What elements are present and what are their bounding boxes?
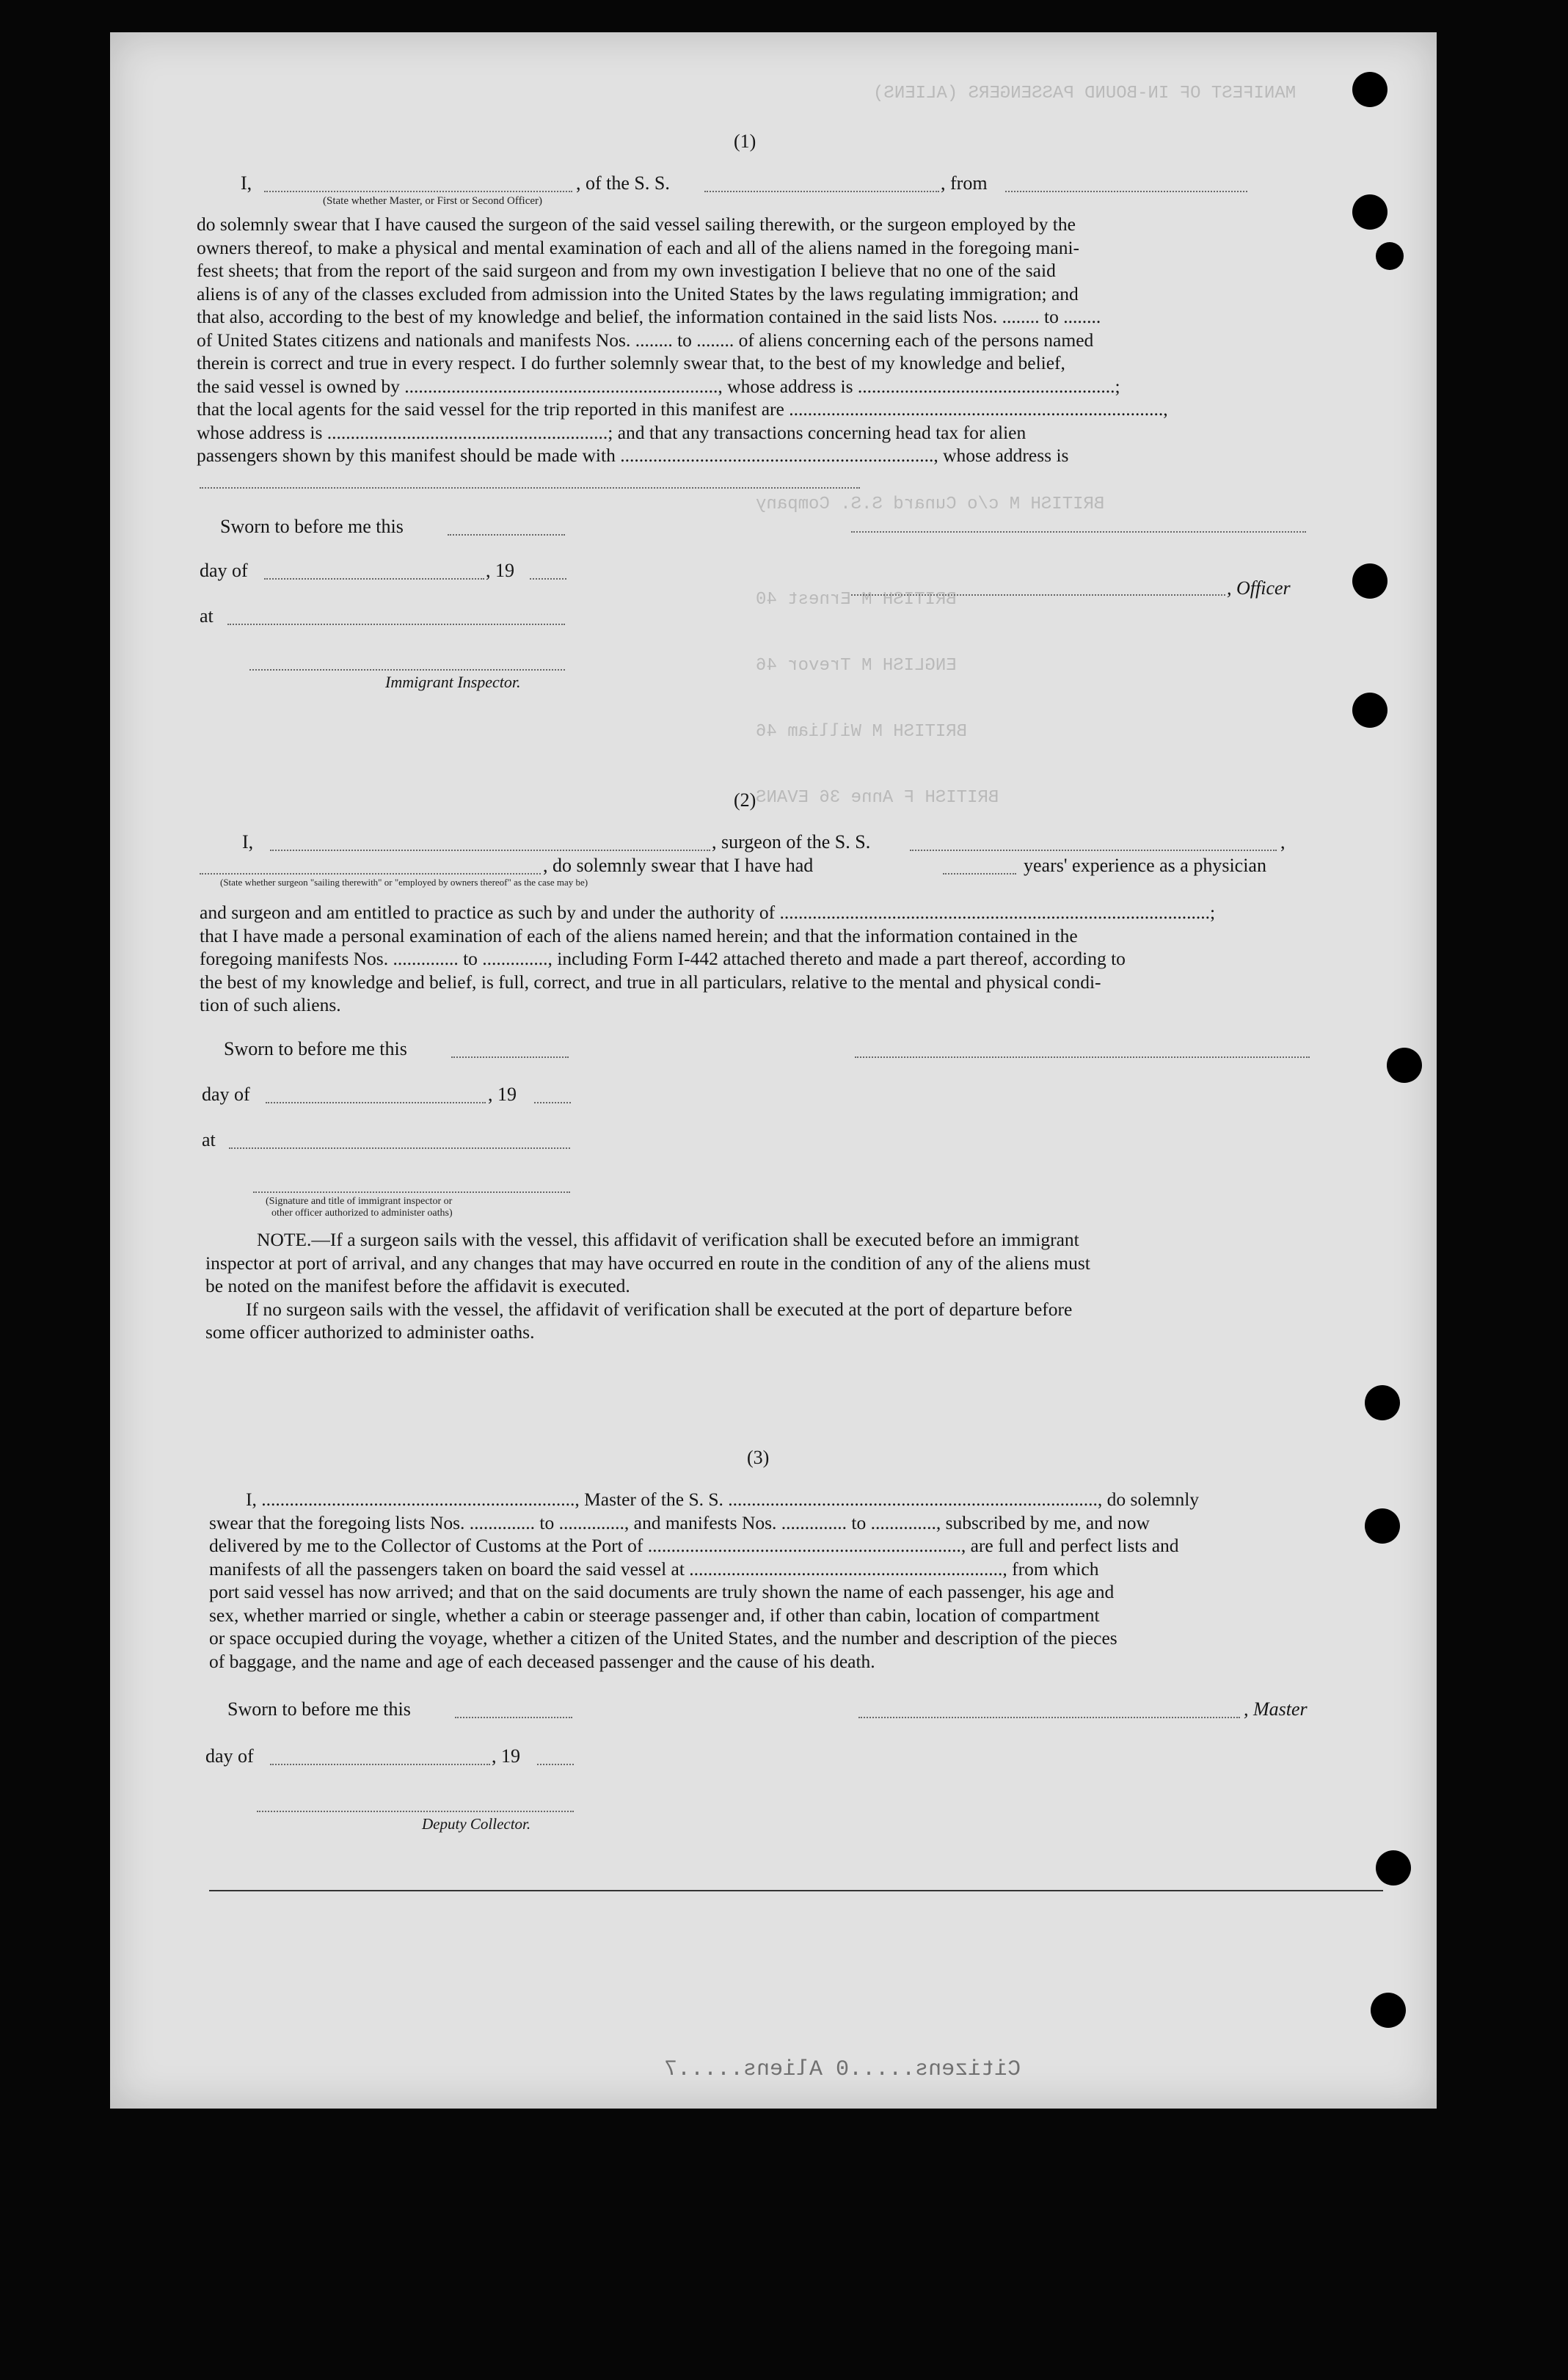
officer-name-blank	[264, 191, 572, 192]
surgeon-signature-blank	[855, 1056, 1310, 1058]
day-blank	[266, 1102, 486, 1103]
paragraph-line: manifests of all the passengers taken on board the said vessel at ..................................................................., from which	[209, 1558, 1099, 1580]
paragraph-line: or space occupied during the voyage, whether a citizen of the United States, and the number and description of the pieces	[209, 1627, 1117, 1649]
years-physician: years' experience as a physician	[1024, 855, 1266, 876]
section-2-i: I,	[242, 831, 254, 853]
day-blank	[264, 578, 484, 580]
note-line: NOTE.—If a surgeon sails with the vessel, this affidavit of verification shall be executed before an immigrant	[257, 1229, 1079, 1250]
paragraph-line: and surgeon and am entitled to practice as such by and under the authority of ............................................................................................;	[200, 902, 1216, 923]
section-3-paragraph	[209, 1488, 1401, 1673]
note-line: If no surgeon sails with the vessel, the affidavit of verification shall be executed at the port of departure before	[246, 1298, 1073, 1320]
punch-hole	[1371, 1993, 1406, 2028]
punch-hole	[1352, 563, 1388, 599]
paragraph-line: of baggage, and the name and age of each deceased passenger and the cause of his death.	[209, 1650, 875, 1672]
day-of-label: day of	[202, 1084, 250, 1105]
bottom-rule	[209, 1890, 1383, 1891]
collector-label: Deputy Collector.	[422, 1815, 531, 1833]
note-line: some officer authorized to administer oaths.	[205, 1321, 535, 1343]
section-2-number: (2)	[734, 789, 756, 811]
day-of-label: day of	[200, 560, 248, 581]
section-1-paragraph	[197, 213, 1397, 467]
paragraph-line: owners thereof, to make a physical and mental examination of each and all of the aliens named in the foregoing mani-	[197, 236, 1080, 258]
master-signature-blank	[858, 1717, 1240, 1718]
day-blank	[270, 1764, 490, 1765]
note-line: be noted on the manifest before the affidavit is executed.	[205, 1275, 630, 1296]
year-label: , 19	[486, 560, 514, 581]
year-label: , 19	[488, 1084, 517, 1105]
signature-caption-1: (Signature and title of immigrant inspector or	[266, 1196, 453, 1207]
master-label: , Master	[1244, 1698, 1308, 1720]
punch-hole	[1387, 1048, 1422, 1083]
paragraph-line: port said vessel has now arrived; and that on the said documents are truly shown the name of each passenger, his age and	[209, 1581, 1115, 1602]
surgeon-type-blank	[200, 873, 541, 875]
note-line: inspector at port of arrival, and any changes that may have occurred en route in the condition of any of the aliens must	[205, 1252, 1090, 1274]
officer-label: , Officer	[1227, 577, 1291, 599]
year-blank	[534, 1102, 571, 1103]
officer-signature-blank	[851, 594, 1225, 596]
signature-caption-2: other officer authorized to administer oaths)	[271, 1208, 453, 1219]
manifest-page	[110, 32, 1437, 2109]
year-blank	[537, 1764, 574, 1765]
sworn-label: Sworn to before me this	[227, 1698, 411, 1720]
bleed-through-text: BRITISH M c/o Cunard S.S. Company	[756, 494, 1105, 514]
section-1-of-ss: , of the S. S.	[576, 172, 670, 194]
punch-hole	[1376, 1850, 1411, 1886]
punch-hole	[1365, 1508, 1400, 1544]
at-label: at	[200, 605, 214, 627]
signature-blank	[851, 531, 1306, 533]
paragraph-line: I, ..................................................................., Master of the S. S. ..............................................................................., do solemnly	[246, 1489, 1200, 1510]
paragraph-line: that I have made a personal examination of each of the aliens named herein; and that the information contained in the	[200, 924, 1078, 946]
section-1-i: I,	[241, 172, 252, 194]
paragraph-line: fest sheets; that from the report of the said surgeon and from my own investigation I believe that no one of the said	[197, 260, 1056, 281]
officer-caption: (State whether Master, or First or Second Officer)	[323, 195, 543, 207]
paragraph-line: swear that the foregoing lists Nos. .............. to .............., and manifests Nos. .............. to .............., subscribed by me, and now	[209, 1511, 1150, 1533]
section-1-number: (1)	[734, 131, 756, 152]
punch-hole	[1365, 1385, 1400, 1420]
at-blank	[227, 624, 565, 625]
inspector-label: Immigrant Inspector.	[385, 673, 521, 691]
punch-hole	[1352, 693, 1388, 728]
vessel-name-blank	[704, 191, 939, 192]
year-label: , 19	[492, 1745, 520, 1767]
section-3-number: (3)	[747, 1447, 770, 1468]
paragraph-line: therein is correct and true in every respect. I do further solemnly swear that, to the best of my knowledge and belief,	[197, 352, 1065, 373]
bleed-through-text: MANIFEST OF IN-BOUND PASSENGERS (ALIENS)	[873, 84, 1297, 103]
punch-hole	[1376, 242, 1404, 270]
paragraph-line: aliens is of any of the classes excluded from admission into the United States by the laws regulating immigration; and	[197, 282, 1079, 304]
paragraph-line: of United States citizens and nationals and manifests Nos. ........ to ........ of aliens concerning each of the persons named	[197, 329, 1094, 351]
signature-title-blank	[253, 1191, 570, 1193]
bleed-through-text: BRITISH F Anne 36 EVANS	[756, 788, 999, 808]
section-2-paragraph	[200, 901, 1396, 1017]
punch-hole	[1352, 72, 1388, 107]
paragraph-line: whose address is ............................................................; and that any transactions concerning head tax for alien	[197, 421, 1027, 443]
sworn-label: Sworn to before me this	[224, 1038, 407, 1059]
paragraph-line: foregoing manifests Nos. .............. to .............., including Form I-442 attached thereto and made a part thereof, according to	[200, 948, 1126, 969]
bleed-through-text: BRITISH M Ernest 40	[756, 590, 957, 610]
years-blank	[943, 873, 1016, 875]
sworn-blank	[448, 534, 565, 536]
paragraph-line: that the local agents for the said vessel for the trip reported in this manifest are ................................................................................,	[197, 398, 1168, 420]
note-paragraph	[205, 1228, 1398, 1344]
surgeon-caption: (State whether surgeon "sailing therewith" or "employed by owners thereof" as the case may be)	[220, 877, 588, 888]
swear-years: , do solemnly swear that I have had	[543, 855, 814, 876]
paragraph-line: delivered by me to the Collector of Customs at the Port of ..................................................................., are full and perfect lists and	[209, 1535, 1179, 1556]
paragraph-line: do solemnly swear that I have caused the surgeon of the said vessel sailing therewith, or the surgeon employed by the	[197, 213, 1076, 235]
at-label: at	[202, 1129, 216, 1150]
paragraph-line: tion of such aliens.	[200, 994, 341, 1015]
comma: ,	[1280, 831, 1286, 853]
agent-blank	[200, 487, 860, 489]
surgeon-vessel-blank	[910, 850, 1277, 851]
paragraph-line: the said vessel is owned by ..................................................................., whose address is .......................................................;	[197, 375, 1120, 397]
surgeon-name-blank	[270, 850, 710, 851]
at-blank	[229, 1147, 570, 1149]
paragraph-line: sex, whether married or single, whether a cabin or steerage passenger and, if other than cabin, location of compartment	[209, 1604, 1100, 1626]
footer-bleed-text: Citizens.....0 Aliens.....7	[664, 2057, 1021, 2082]
paragraph-line: that also, according to the best of my knowledge and belief, the information contained in the said lists Nos. ........ to ........	[197, 306, 1101, 327]
punch-hole	[1352, 194, 1388, 230]
sworn-blank	[451, 1056, 569, 1058]
year-blank	[530, 578, 566, 580]
day-of-label: day of	[205, 1745, 254, 1767]
bleed-through-text: BRITISH M William 46	[756, 722, 968, 742]
bleed-through-text: ENGLISH M Trevor 46	[756, 656, 957, 676]
paragraph-line: passengers shown by this manifest should be made with ..................................................................., whose address is	[197, 445, 1069, 466]
sworn-blank	[455, 1717, 572, 1718]
surgeon-of-ss: , surgeon of the S. S.	[712, 831, 871, 853]
sworn-label: Sworn to before me this	[220, 516, 404, 537]
port-from-blank	[1005, 191, 1247, 192]
paragraph-line: the best of my knowledge and belief, is full, correct, and true in all particulars, relative to the mental and physical condi-	[200, 971, 1101, 993]
section-1-from: , from	[941, 172, 988, 194]
